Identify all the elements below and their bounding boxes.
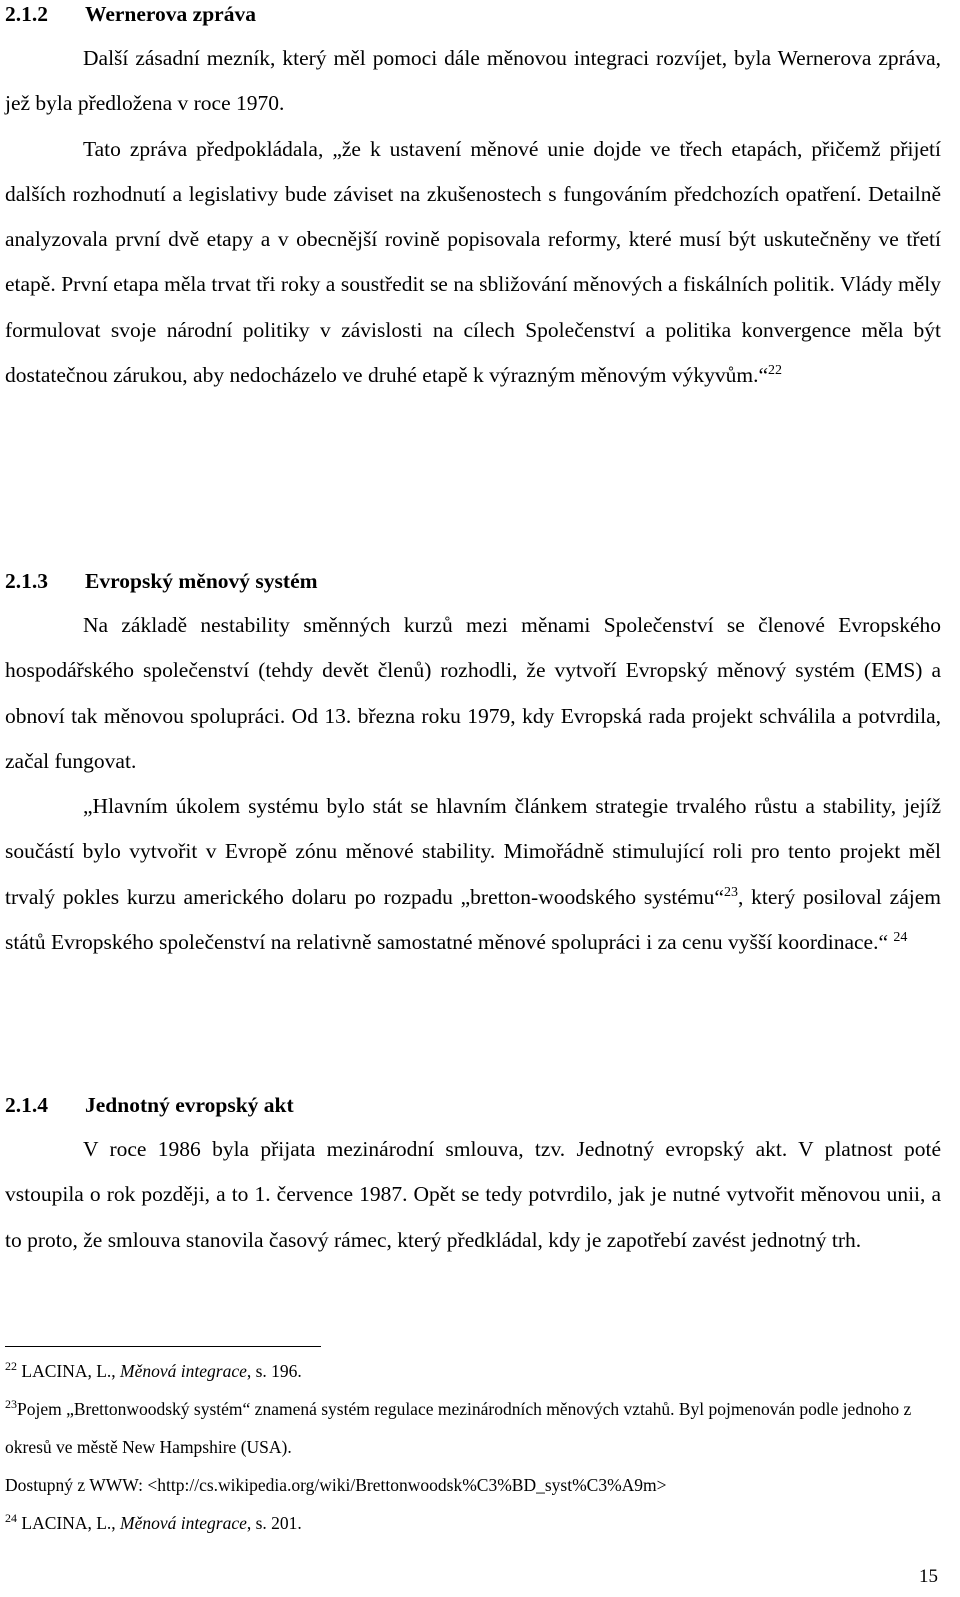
footnote-ref: 22 [768, 362, 782, 378]
footnote-text: Pojem „Brettonwoodský systém“ znamená systém regulace mezinárodních měnových vztahů. Byl pojmenován podle jednoho z okresů ve městě New Hampshire (USA). [5, 1399, 912, 1457]
section-number: 2.1.3 [5, 569, 48, 593]
paragraph-text: , který posiloval zájem států Evropského společenství na relativně samostatné měnové spolupráci i za cenu vyšší koordinace.“ [5, 884, 941, 955]
footnote-page: , s. 196. [246, 1361, 302, 1381]
footnote [5, 1390, 941, 1466]
paragraph-text: Na základě nestability směnných kurzů mezi měnami Společenství se členové Evropského hospodářského společenství (tehdy devět členů) rozhodli, že vytvoří Evropský měnový systém (EMS) a obnoví tak měnovou spolupráci. Od 13. března roku 1979, kdy Evropská rada projekt schválila a potvrdila, začal fungovat. [5, 613, 941, 773]
paragraph [5, 36, 941, 127]
section-body [5, 36, 941, 398]
footnote-divider [5, 1346, 321, 1347]
footnote [5, 1504, 941, 1542]
paragraph-text: Tato zpráva předpokládala, „že k ustavení měnové unie dojde ve třech etapách, přičemž přijetí dalších rozhodnutí a legislativy bude záviset na zkušenostech s fungováním předchozích opatření. Detailně analyzovala první dvě etapy a v obecnější rovině popisovala reformy, které musí být uskutečněny ve třetí etapě. První etapa měla trvat tři roky a soustředit se na sbližování měnových a fiskálních politik. Vlády měly formulovat svoje národní politiky v závislosti na cílech Společenství a politika konvergence měla být dostatečnou zárukou, aby nedocházelo ve druhé etapě k výrazným měnovým výkyvům.“ [5, 136, 941, 388]
paragraph-text: Další zásadní mezník, který měl pomoci dále měnovou integraci rozvíjet, byla Wernerova zpráva, jež byla předložena v roce 1970. [5, 46, 941, 116]
footnote-number: 23 [5, 1397, 17, 1412]
paragraph [5, 603, 941, 784]
section-title: Wernerova zpráva [85, 2, 256, 26]
section-title: Evropský měnový systém [85, 569, 318, 593]
section-body [5, 1127, 941, 1263]
footnote-number: 22 [5, 1359, 17, 1374]
footnote-author: LACINA, L., [21, 1361, 121, 1381]
footnote-title: Měnová integrace [120, 1361, 247, 1381]
footnote-ref: 24 [893, 929, 908, 945]
footnotes [5, 1352, 941, 1542]
section-heading [5, 1, 256, 27]
section-number: 2.1.2 [5, 2, 48, 26]
footnote-source: Dostupný z WWW: <http://cs.wikipedia.org/wiki/Brettonwoodsk%C3%BD_syst%C3%A9m> [5, 1475, 667, 1495]
paragraph-text: „Hlavním úkolem systému bylo stát se hlavním článkem strategie trvalého růstu a stability, jejíž součástí bylo vytvořit v Evropě zónu měnové stability. Mimořádně stimulující roli pro tento projekt měl trvalý pokles kurzu amerického dolaru po rozpadu „bretton-woodského systému“ [5, 794, 941, 909]
paragraph [5, 127, 941, 399]
section-heading [5, 568, 318, 594]
footnote [5, 1352, 941, 1390]
footnote-author: LACINA, L., [21, 1513, 121, 1533]
section-body [5, 603, 941, 965]
section-title: Jednotný evropský akt [85, 1093, 294, 1117]
paragraph [5, 784, 941, 965]
section-number: 2.1.4 [5, 1093, 48, 1117]
footnote-number: 24 [5, 1511, 17, 1526]
section-heading [5, 1092, 294, 1118]
footnote-page: , s. 201. [246, 1513, 302, 1533]
paragraph-text: V roce 1986 byla přijata mezinárodní smlouva, tzv. Jednotný evropský akt. V platnost poté vstoupila o rok později, a to 1. července 1987. Opět se tedy potvrdilo, jak je nutné vytvořit měnovou unii, a to proto, že smlouva stanovila časový rámec, který předkládal, kdy je zapotřebí zavést jednotný trh. [5, 1137, 941, 1252]
page-number: 15 [919, 1566, 938, 1587]
paragraph [5, 1127, 941, 1263]
footnote-title: Měnová integrace [120, 1513, 247, 1533]
footnote-ref: 23 [723, 884, 738, 900]
